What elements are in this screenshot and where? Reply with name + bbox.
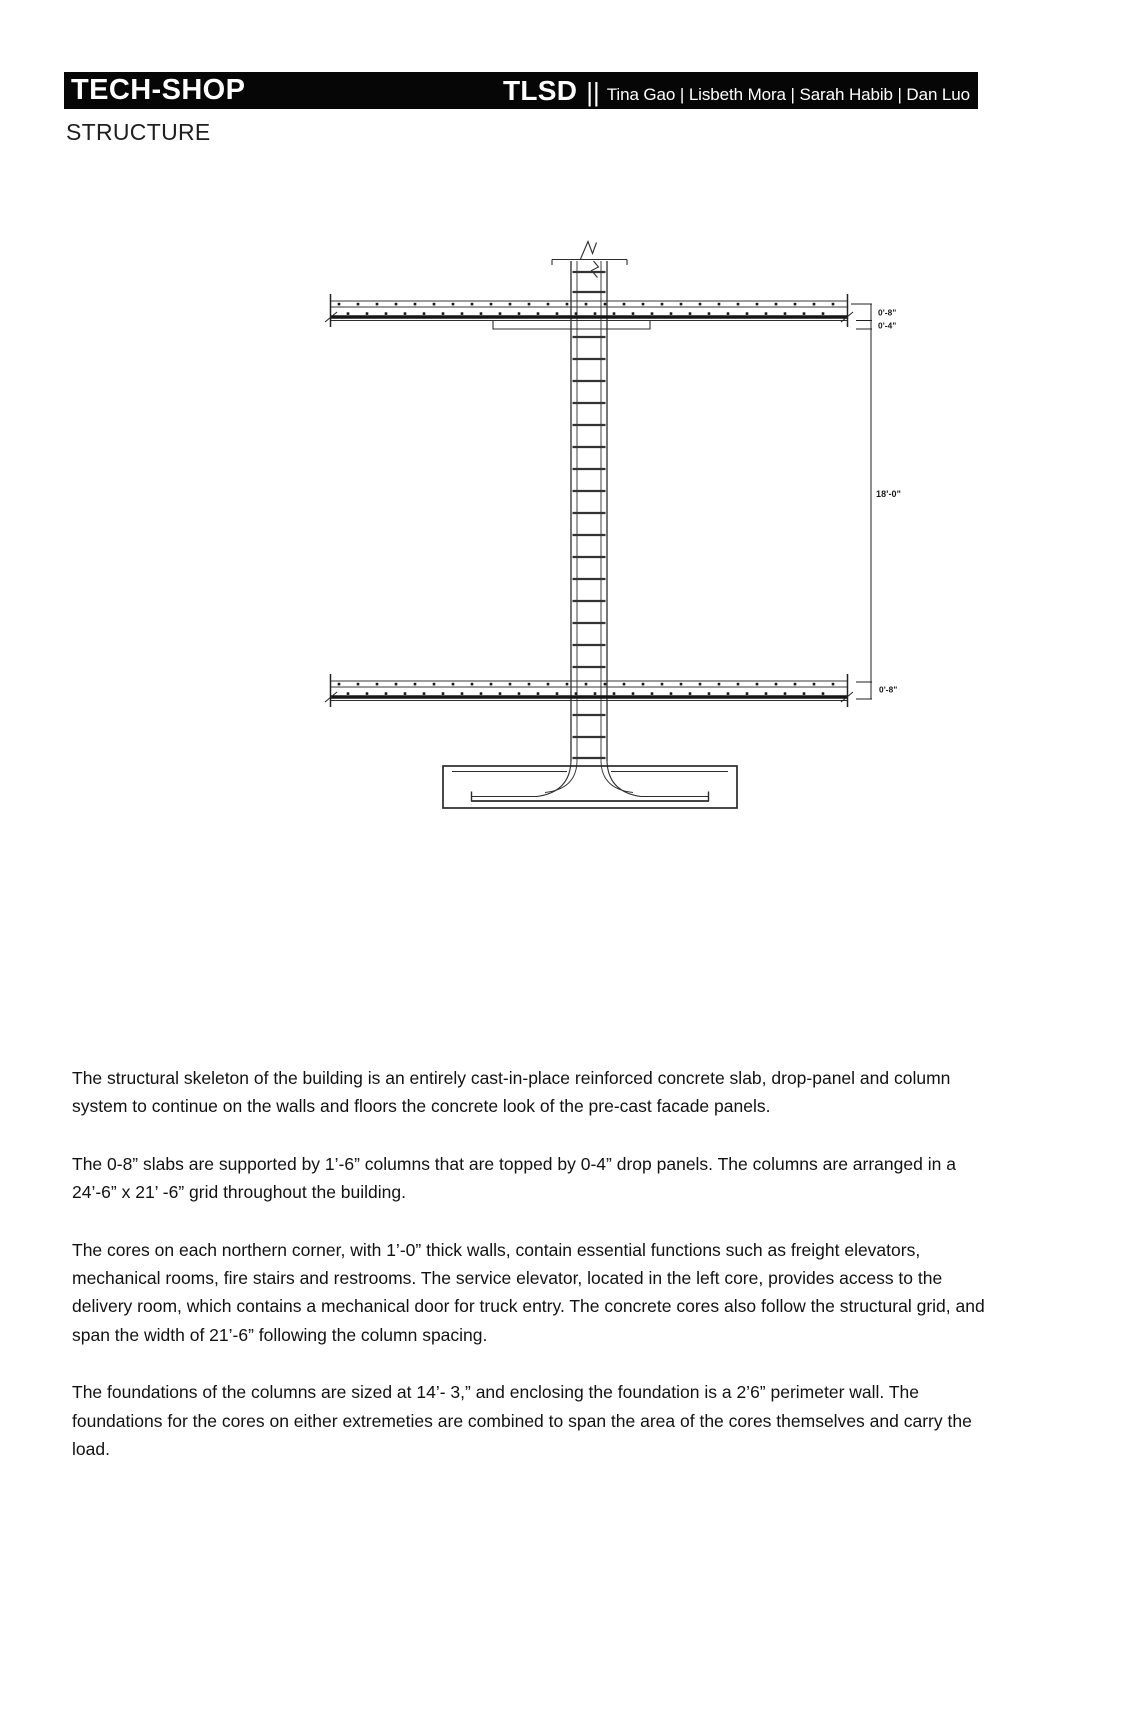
section-title: STRUCTURE bbox=[66, 119, 211, 145]
paragraph-structural-skeleton: The structural skeleton of the building is an entirely cast-in-place reinforced concrete slab, drop-panel and column system to continue on the walls and floors the concrete look of the pre-cast facade panels. bbox=[72, 1068, 951, 1117]
paragraph-foundations: The foundations of the columns are sized at 14’- 3,” and enclosing the foundation is a 2’6” perimeter wall. The foundations for the cores on either extremeties are combined to span the area of the cores themselves and carry the load. bbox=[72, 1382, 972, 1460]
footing bbox=[443, 761, 737, 808]
dim-label-slab-thickness: 0'-8" bbox=[878, 307, 897, 318]
project-title: TLSD bbox=[502, 74, 578, 106]
paragraph-cores: The cores on each northern corner, with 1’-0” thick walls, contain essential functions such as freight elevators, mechanical rooms, fire stairs and restrooms. The service elevator, located in the left core, provides access to the delivery room, which contains a mechanical door for truck entry. The concrete cores also follow the structural grid, and span the width of 21’-6” following the column spacing. bbox=[72, 1239, 985, 1345]
structural-detail-svg bbox=[300, 225, 925, 820]
brand-title: TECH-SHOP bbox=[71, 74, 246, 106]
header-bar bbox=[64, 72, 978, 109]
team-names: Tina Gao | Lisbeth Mora | Sarah Habib | Dan Luo bbox=[606, 84, 970, 104]
credits bbox=[502, 74, 970, 107]
dimension-lines bbox=[851, 304, 872, 699]
body-text bbox=[72, 1064, 988, 1492]
double-pipe-separator: || bbox=[586, 76, 600, 107]
dim-label-lower-slab-thickness: 0'-8" bbox=[879, 684, 898, 695]
paragraph-slabs-columns: The 0-8” slabs are supported by 1’-6” columns that are topped by 0-4” drop panels. The columns are arranged in a 24’-6” x 21’ -6” grid throughout the building. bbox=[72, 1153, 956, 1203]
column-section-drawing bbox=[300, 225, 925, 820]
dim-label-drop-thickness: 0'-4" bbox=[878, 320, 897, 331]
dim-label-storey-height: 18'-0" bbox=[876, 489, 902, 499]
